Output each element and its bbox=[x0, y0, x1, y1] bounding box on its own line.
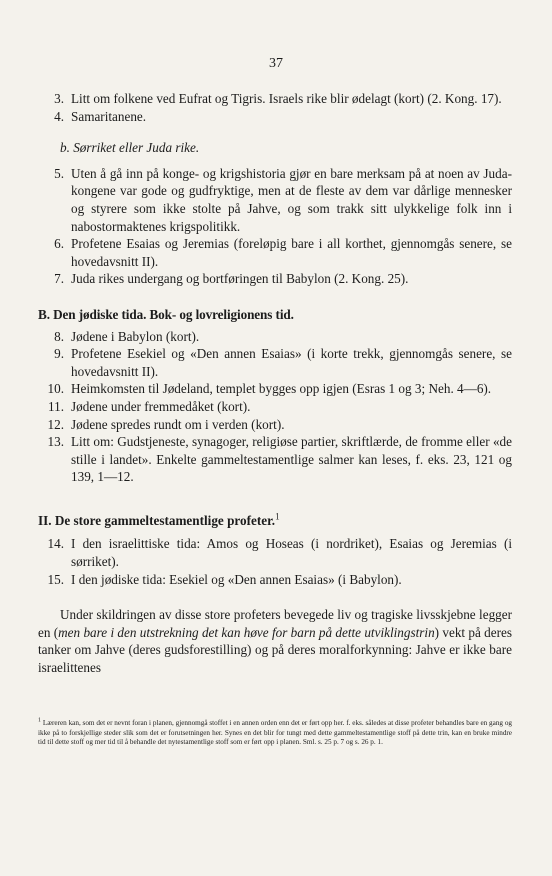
page-body bbox=[38, 90, 512, 677]
section-ii-heading-text: II. De store gammeltestamentlige profeter. bbox=[38, 512, 276, 528]
list-item bbox=[38, 433, 512, 486]
list-item-number: 11. bbox=[48, 398, 64, 414]
footnote-mark: 1 bbox=[38, 717, 41, 724]
list-item-text: I den israelittiske tida: Amos og Hoseas (i nordriket), Esaias og Jeremias (i sørriket). bbox=[71, 536, 512, 570]
list-item bbox=[38, 108, 512, 126]
list-c bbox=[38, 328, 512, 486]
body-paragraph bbox=[38, 606, 512, 676]
list-item-text: Heimkomsten til Jødeland, templet bygges opp igjen (Esras 1 og 3; Neh. 4—6). bbox=[71, 381, 492, 397]
list-item-text: Profetene Esekiel og «Den annen Esaias» (i korte trekk, gjennomgås senere, se hovedavsnitt II). bbox=[71, 346, 512, 379]
list-item-text: Profetene Esaias og Jeremias (foreløpig bare i all korthet, gjennomgås senere, se hovedavsnitt II). bbox=[71, 236, 512, 269]
list-item bbox=[38, 345, 512, 380]
list-item-number: 10. bbox=[47, 381, 64, 397]
paragraph-italic: men bare i den utstrekning det kan høve for barn på dette utviklingstrin bbox=[58, 624, 435, 640]
list-item bbox=[38, 398, 512, 416]
list-item-number: 12. bbox=[47, 416, 64, 432]
paragraph-text-after: ) vekt på deres tanker om Jahve (deres gudsforestilling) og på deres moralforkynning: Jahve er ikke bare israelittenes bbox=[38, 624, 512, 676]
list-item-number: 7. bbox=[54, 271, 64, 287]
list-a bbox=[38, 90, 512, 125]
subheading-b: b. Sørriket eller Juda rike. bbox=[60, 140, 200, 156]
section-b-heading: B. Den jødiske tida. Bok- og lovreligionens tid. bbox=[38, 306, 294, 322]
list-item-text: Jødene under fremmedåket (kort). bbox=[71, 398, 251, 414]
list-item-text: Juda rikes undergang og bortføringen til Babylon (2. Kong. 25). bbox=[71, 271, 409, 287]
list-item-number: 5. bbox=[54, 165, 64, 181]
footnote bbox=[38, 719, 512, 748]
list-item-number: 8. bbox=[54, 328, 64, 344]
footnote-text: Læreren kan, som det er nevnt foran i planen, gjennomgå stoffet i en annen orden enn det er ført opp her. f. eks. således at disse profeter behandles bare en gang og ikke på to forskjellige steder slik som det er forutsetningen her. Synes en det blir for tungt med dette gammeltestamentlige stoff på dette trin, kan en bruke mindre tid til dette stoff og mer tid til å behandle det nytestamentlige stoff som er ført opp i planen. Sml. s. 25 p. 7 og s. 26 p. 1. bbox=[38, 719, 513, 747]
list-item-text: Samaritanene. bbox=[71, 108, 147, 124]
list-item-text: Jødene i Babylon (kort). bbox=[71, 328, 200, 344]
list-item-number: 15. bbox=[47, 571, 64, 587]
section-ii-heading bbox=[38, 512, 512, 530]
list-item bbox=[38, 535, 512, 570]
footnote-reference: 1 bbox=[275, 511, 280, 522]
list-item bbox=[38, 270, 512, 288]
list-item-text: Uten å gå inn på konge- og krigshistoria gjør en bare merksam på at noen av Juda-kongene var gode og gudfryktige, men at de fleste av dem var dårlige mennesker og styrere som ikke stolte på Jahve, og som trakk sitt ulykkelige folk inn i nabostormaktenes krigspolitikk. bbox=[71, 165, 512, 234]
list-item bbox=[38, 165, 512, 235]
list-item bbox=[38, 571, 512, 589]
list-item-number: 14. bbox=[47, 536, 64, 552]
list-item-number: 6. bbox=[54, 236, 64, 252]
list-item-number: 13. bbox=[47, 434, 64, 450]
paragraph-text-before: Under skildringen av disse store profeters bevegede liv og tragiske livsskjebne legger en ( bbox=[38, 607, 512, 640]
list-item-number: 3. bbox=[54, 91, 64, 106]
list-item bbox=[38, 90, 512, 108]
list-item-number: 4. bbox=[54, 108, 64, 124]
list-b bbox=[38, 165, 512, 288]
list-item bbox=[38, 235, 512, 270]
list-d bbox=[38, 535, 512, 588]
list-item-number: 9. bbox=[54, 346, 64, 362]
list-item bbox=[38, 328, 512, 346]
list-item-text: Litt om: Gudstjeneste, synagoger, religiøse partier, skriftlærde, de fromme eller «de stille i landet». Enkelte gammeltestamentlige salmer kan leses, f. eks. 23, 121 og 139, 1—12. bbox=[71, 434, 512, 485]
list-item bbox=[38, 380, 512, 398]
list-item-text: Jødene spredes rundt om i verden (kort). bbox=[71, 416, 285, 432]
list-item-text: Litt om folkene ved Eufrat og Tigris. Israels rike blir ødelagt (kort) (2. Kong. 17). bbox=[71, 91, 502, 106]
page-number: 37 bbox=[269, 56, 283, 71]
list-item bbox=[38, 416, 512, 434]
list-item-text: I den jødiske tida: Esekiel og «Den annen Esaias» (i Babylon). bbox=[71, 571, 402, 587]
